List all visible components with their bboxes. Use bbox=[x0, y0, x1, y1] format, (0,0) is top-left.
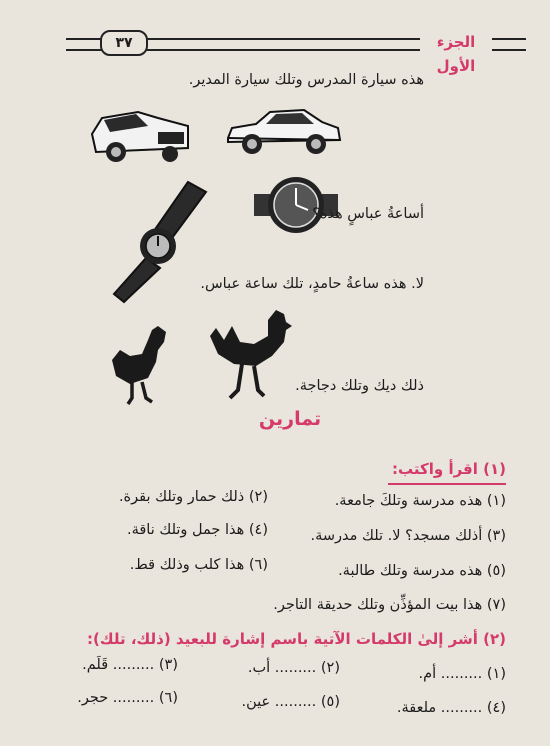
rooster-icon bbox=[206, 306, 298, 402]
sentence-question: أساعةُ عباسٍ هذه؟ bbox=[312, 206, 424, 222]
exercises-title: تمارين bbox=[258, 408, 322, 430]
heading-underline bbox=[388, 483, 506, 485]
ex2-item-2: (٢) ......... أب. bbox=[247, 660, 340, 676]
ex2-item-1: (١) ......... أم. bbox=[418, 666, 506, 682]
ex1-item-1: (١) هذه مدرسة وتلكَ جامعة. bbox=[334, 493, 506, 509]
ex1-item-6: (٦) هذا كلب وذلك قط. bbox=[129, 557, 268, 573]
exercise-2-heading: (٢) أشر إلىٰ الكلمات الآتية باسم إشارة للبعيد (ذلك، تلك): bbox=[87, 630, 506, 648]
wristwatch-icon bbox=[110, 178, 214, 306]
sentence-answer: لا. هذه ساعةُ حامدٍ، تلك ساعة عباس. bbox=[200, 276, 424, 292]
ex2-item-4: (٤) ......... ملعقة. bbox=[396, 700, 506, 716]
ex1-item-3: (٣) أذلك مسجد؟ لا. تلك مدرسة. bbox=[310, 528, 506, 544]
page-number: ٣٧ bbox=[100, 30, 148, 56]
car-icon bbox=[88, 104, 192, 166]
ex2-item-6: (٦) ......... حجر. bbox=[77, 690, 178, 706]
ex2-item-3: (٣) ......... قَلَم. bbox=[82, 657, 178, 673]
sentence-birds: ذلك ديك وتلك دجاجة. bbox=[295, 378, 424, 394]
ex2-item-5: (٥) ......... عين. bbox=[241, 694, 340, 710]
car-icon bbox=[222, 102, 344, 160]
pocket-watch-icon bbox=[252, 174, 340, 236]
ex1-item-4: (٤) هذا جمل وتلك ناقة. bbox=[126, 522, 268, 538]
exercise-1-heading: (١) اقرأ واكتب: bbox=[392, 460, 506, 478]
sentence-cars: هذه سيارة المدرس وتلك سيارة المدير. bbox=[188, 72, 424, 88]
hen-icon bbox=[108, 322, 178, 406]
ex1-item-5: (٥) هذه مدرسة وتلك طالبة. bbox=[338, 563, 506, 579]
ex1-item-2: (٢) ذلك حمار وتلك بقرة. bbox=[118, 489, 268, 505]
part-title: الجزء الأول bbox=[420, 30, 492, 78]
ex1-item-7: (٧) هذا بيت المؤذِّن وتلك حديقة التاجر. bbox=[273, 597, 506, 613]
